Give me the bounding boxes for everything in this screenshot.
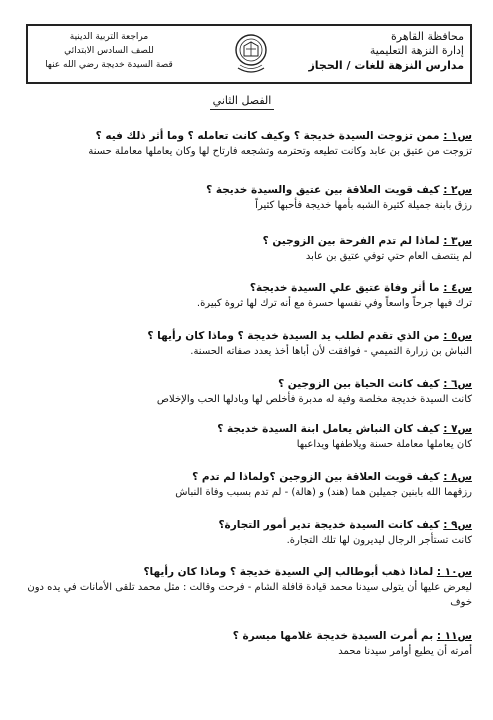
qa-item — [22, 128, 472, 159]
question-number: س٩ : — [443, 519, 472, 531]
qa-item — [22, 182, 472, 213]
question — [22, 376, 472, 392]
question-number: س١١ : — [436, 630, 472, 642]
document-header — [26, 24, 472, 84]
qa-item — [22, 517, 472, 548]
header-subject: مراجعة التربية الدينية — [69, 32, 149, 42]
question — [22, 517, 472, 533]
chapter-title: الفصل الثاني — [210, 94, 274, 110]
question — [22, 182, 472, 198]
question — [22, 233, 472, 249]
answer: ليعرض عليها أن يتولى سيدنا محمد قيادة قافلة الشام - فرحت وقالت : مثل محمد تلقى الأمانات في يده دون خوف — [27, 582, 472, 608]
question-number: س١ : — [443, 130, 472, 142]
question-text: كيف كانت السيدة خديجة تدير أمور التجارة؟ — [218, 519, 440, 531]
question-text: من الذي تقدم لطلب يد السيدة خديجة ؟ وماذا كان رأيها ؟ — [147, 330, 440, 342]
qa-item — [22, 628, 472, 659]
answer: ترك فيها جرحاً واسعاً وفي نفسها حسرة مع أنه ترك لها ثروة كبيرة. — [196, 298, 472, 309]
question-text: كيف كان النباش يعامل ابنة السيدة خديجة ؟ — [217, 423, 440, 435]
question-text: كيف كانت الحياة بين الزوجين ؟ — [278, 378, 440, 390]
answer: كانت تستأجر الرجال ليديرون لها تلك التجارة. — [286, 535, 472, 546]
answer: تزوجت من عتيق بن عابد وكانت تطيعه وتحترمه وتشجعه فارتاح لها وكان يعاملها معاملة حسنة — [88, 146, 472, 157]
answer: رزق بابنة جميلة كثيرة الشبه بأمها خديجة فأحبها كثيراً — [255, 200, 472, 211]
question — [22, 564, 472, 580]
question-number: س٣ : — [443, 235, 472, 247]
header-school-name: مدارس النزهة للغات / الحجاز — [308, 59, 464, 72]
header-governorate: محافظة القاهرة — [391, 30, 464, 43]
question-number: س٨ : — [443, 471, 472, 483]
header-subject-info — [34, 30, 184, 72]
question-text: لماذا لم تدم الفرحة بين الزوجين ؟ — [262, 235, 440, 247]
answer: كانت السيدة خديجة مخلصة وفية له مدبرة فأخلص لها وبادلها الحب والإخلاص — [156, 394, 472, 405]
question — [22, 328, 472, 344]
question — [22, 128, 472, 144]
answer: لم ينتصف العام حتي توفي عتيق بن عابد — [305, 251, 472, 262]
header-topic: قصة السيدة خديجة رضي الله عنها — [45, 60, 173, 70]
question-number: س٤ : — [443, 282, 472, 294]
question-number: س٧ : — [443, 423, 472, 435]
question — [22, 469, 472, 485]
qa-item — [22, 233, 472, 264]
question — [22, 280, 472, 296]
question-number: س٥ : — [443, 330, 472, 342]
question-text: لماذا ذهب أبوطالب إلي السيدة خديجة ؟ وماذا كان رأيها؟ — [143, 566, 434, 578]
answer: رزقهما الله بابنين جميلين هما (هند) و (هالة) - لم تدم بسبب وفاة النباش — [175, 487, 472, 498]
qa-item — [22, 421, 472, 452]
question-number: س٢ : — [443, 184, 472, 196]
question — [22, 628, 472, 644]
answer: كان يعاملها معاملة حسنة ويلاطفها ويداعبها — [296, 439, 472, 450]
qa-item — [22, 376, 472, 407]
question-text: ما أثر وفاة عتيق علي السيدة خديجة؟ — [249, 282, 440, 294]
question — [22, 421, 472, 437]
school-emblem-icon — [233, 30, 269, 80]
answer: النباش بن زرارة التميمي - فوافقت لأن أباها أخذ يعدد صفاته الحسنة. — [190, 346, 472, 357]
qa-item — [22, 564, 472, 610]
header-grade: للصف السادس الابتدائي — [64, 46, 154, 56]
question-text: كيف قويت العلاقة بين عتيق والسيدة خديجة ؟ — [206, 184, 440, 196]
header-school-info — [304, 30, 464, 73]
question-number: س١٠ : — [436, 566, 472, 578]
question-text: ممن تزوجت السيدة خديجة ؟ وكيف كانت تعامله ؟ وما أثر ذلك فيه ؟ — [95, 130, 440, 142]
qa-item — [22, 328, 472, 359]
answer: أمرته أن يطيع أوامر سيدنا محمد — [338, 646, 472, 657]
header-administration: إدارة النزهة التعليمية — [369, 44, 464, 57]
question-number: س٦ : — [443, 378, 472, 390]
qa-item — [22, 469, 472, 500]
question-text: كيف قويت العلاقة بين الزوجين ؟ولماذا لم تدم ؟ — [192, 471, 440, 483]
question-text: بم أمرت السيدة خديجة غلامها ميسرة ؟ — [232, 630, 434, 642]
qa-item — [22, 280, 472, 311]
